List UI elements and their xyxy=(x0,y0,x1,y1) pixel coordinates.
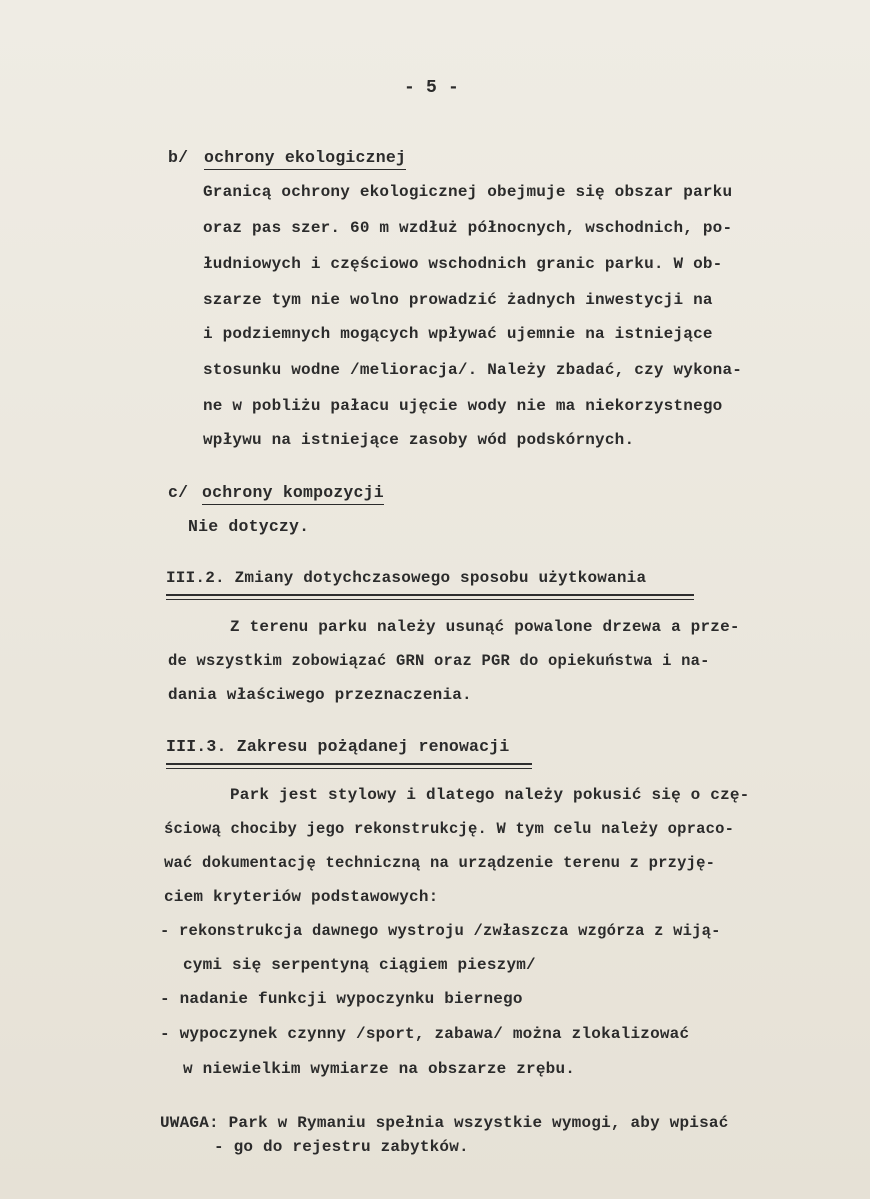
section-b-line: oraz pas szer. 60 m wzdłuż północnych, wschodnich, po- xyxy=(203,219,733,237)
section-b-line: i podziemnych mogących wpływać ujemnie na istniejące xyxy=(203,325,713,343)
section-iii2-line: Z terenu parku należy usunąć powalone drzewa a prze- xyxy=(230,618,740,636)
section-iii2-heading: III.2. Zmiany dotychczasowego sposobu użytkowania xyxy=(166,569,647,587)
section-c-line: Nie dotyczy. xyxy=(188,517,310,536)
page-number: - 5 - xyxy=(404,78,460,98)
section-iii3-line: w niewielkim wymiarze na obszarze zrębu. xyxy=(183,1060,576,1078)
section-iii2-rule xyxy=(166,594,694,596)
section-b-line: Granicą ochrony ekologicznej obejmuje się obszar parku xyxy=(203,183,733,201)
section-iii3-rule xyxy=(166,763,532,765)
section-c-marker: c/ xyxy=(168,483,189,502)
section-b-marker: b/ xyxy=(168,148,189,167)
section-iii3-bullet: - rekonstrukcja dawnego wystroju /zwłaszcza wzgórza z wiją- xyxy=(160,922,721,940)
section-c-heading: ochrony kompozycji xyxy=(202,483,384,505)
section-b-line: stosunku wodne /melioracja/. Należy zbadać, czy wykona- xyxy=(203,361,743,379)
section-b-line: szarze tym nie wolno prowadzić żadnych inwestycji na xyxy=(203,291,713,309)
section-iii3-line: Park jest stylowy i dlatego należy pokusić się o czę- xyxy=(230,786,750,804)
section-iii3-line: ściową chociby jego rekonstrukcję. W tym celu należy opraco- xyxy=(164,820,735,838)
section-iii2-rule xyxy=(166,599,694,600)
note-line: - go do rejestru zabytków. xyxy=(214,1138,469,1156)
section-b-line: łudniowych i częściowo wschodnich granic parku. W ob- xyxy=(203,255,723,273)
section-iii3-line: ciem kryteriów podstawowych: xyxy=(164,888,439,906)
section-iii3-line: wać dokumentację techniczną na urządzenie terenu z przyję- xyxy=(164,854,716,872)
section-iii3-heading: III.3. Zakresu pożądanej renowacji xyxy=(166,737,510,756)
section-iii3-line: cymi się serpentyną ciągiem pieszym/ xyxy=(183,956,536,974)
section-iii3-rule xyxy=(166,768,532,769)
note-line: UWAGA: Park w Rymaniu spełnia wszystkie wymogi, aby wpisać xyxy=(160,1114,729,1132)
section-iii2-line: de wszystkim zobowiązać GRN oraz PGR do opiekuństwa i na- xyxy=(168,652,710,670)
section-iii3-bullet: - nadanie funkcji wypoczynku biernego xyxy=(160,990,523,1008)
section-iii2-line: dania właściwego przeznaczenia. xyxy=(168,686,472,704)
section-iii3-bullet: - wypoczynek czynny /sport, zabawa/ można zlokalizować xyxy=(160,1025,690,1043)
section-b-line: ne w pobliżu pałacu ujęcie wody nie ma niekorzystnego xyxy=(203,397,723,415)
section-b-line: wpływu na istniejące zasoby wód podskórnych. xyxy=(203,431,635,449)
section-b-heading: ochrony ekologicznej xyxy=(204,148,406,170)
